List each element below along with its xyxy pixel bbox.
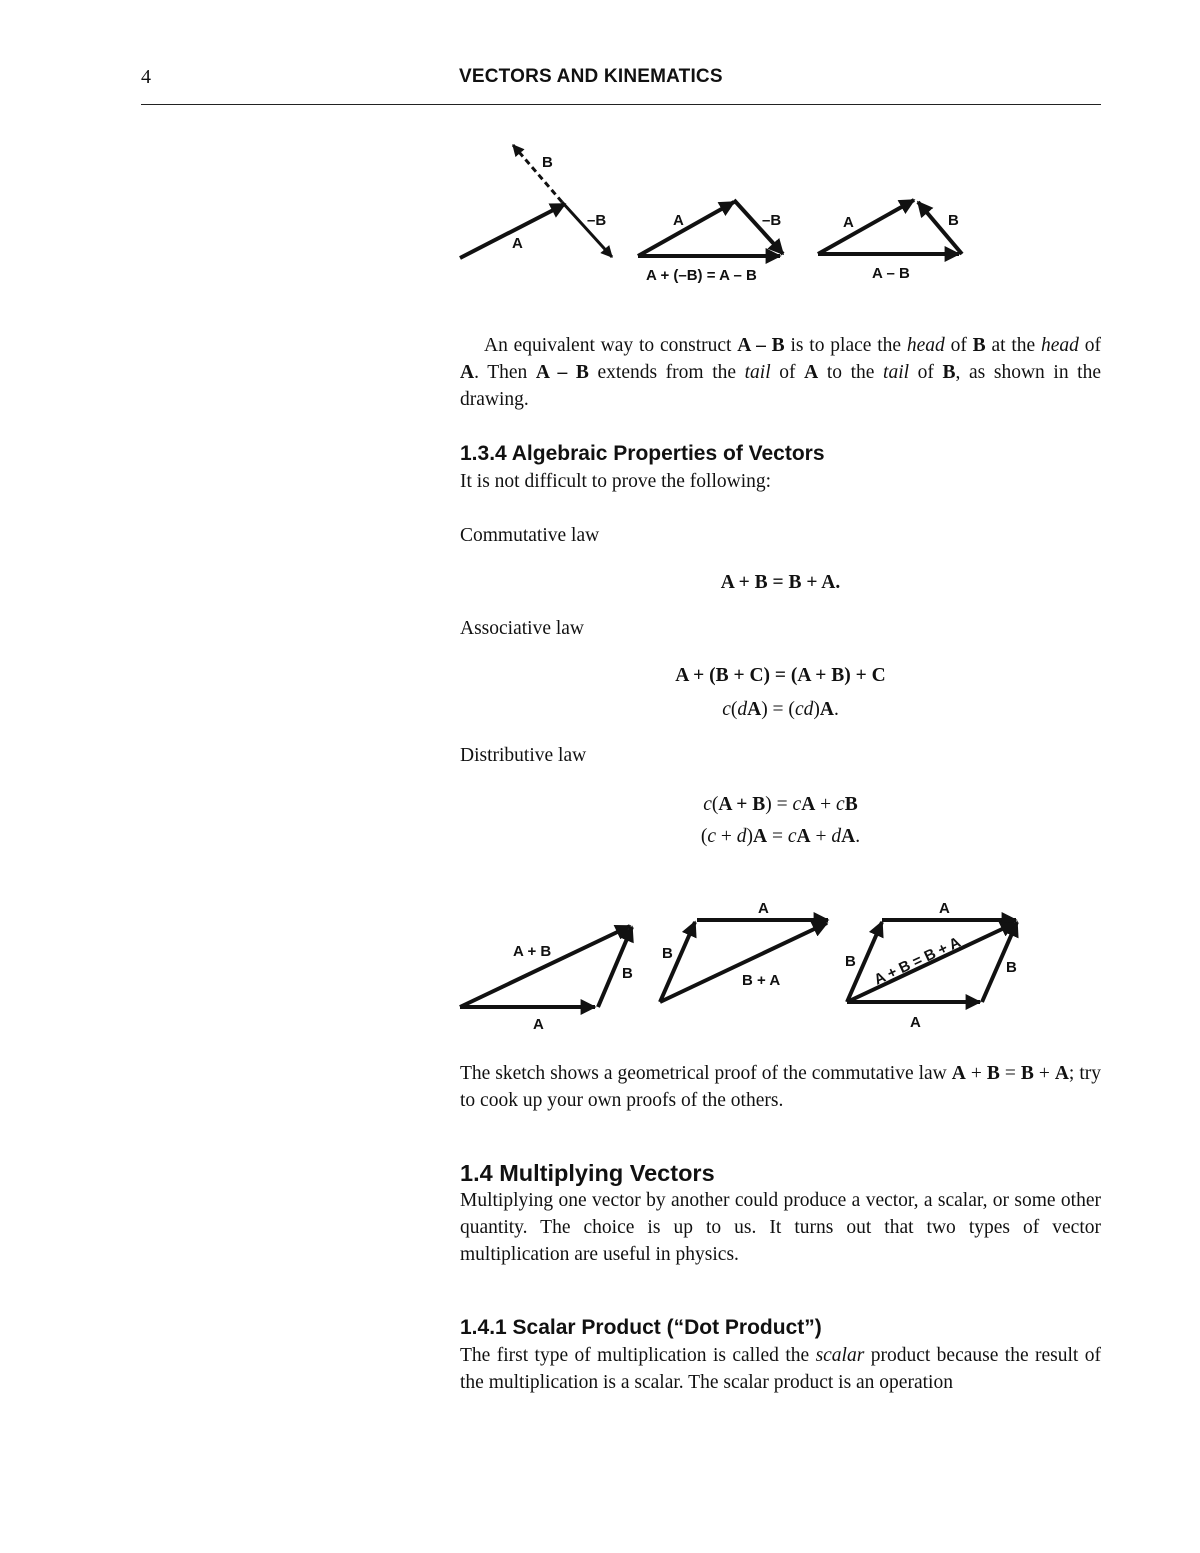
- label-b-dashed: B: [542, 154, 553, 171]
- mid-vector-sum: [660, 923, 827, 1002]
- left-label-sum: A + B: [513, 943, 552, 960]
- label-a-1: A: [512, 235, 523, 252]
- section-heading-1-3-4: 1.3.4 Algebraic Properties of Vectors: [460, 442, 825, 465]
- commutative-law-label: Commutative law: [460, 525, 600, 546]
- page-number: 4: [141, 66, 151, 88]
- mid-label-b: B: [662, 945, 673, 962]
- right-label-b-left: B: [845, 953, 856, 970]
- label-neg-b-1: –B: [587, 212, 607, 229]
- mid-label-a: A: [758, 900, 769, 917]
- associative-equation-1: A + (B + C) = (A + B) + C: [675, 665, 886, 686]
- vector-b-dashed: [513, 145, 562, 202]
- section-heading-1-4: 1.4 Multiplying Vectors: [460, 1160, 715, 1186]
- right-label-a-top: A: [939, 900, 950, 917]
- vector-neg-b-1: [562, 202, 612, 257]
- section-1-4: [460, 1160, 1101, 1268]
- associative-law-label: Associative law: [460, 618, 585, 639]
- figure-commutative-proof: [450, 892, 1030, 1042]
- label-neg-b-2: –B: [762, 212, 782, 229]
- para-sketch: The sketch shows a geometrical proof of the commutative law A + B = B + A; try to cook up your own proofs of the others.: [460, 1063, 1101, 1111]
- left-label-b: B: [622, 965, 633, 982]
- page-header: [141, 62, 1101, 102]
- right-label-b-right: B: [1006, 959, 1017, 976]
- mid-label-sum: B + A: [742, 972, 781, 989]
- running-title: VECTORS AND KINEMATICS: [459, 66, 723, 87]
- right-label-a-bottom: A: [910, 1014, 921, 1031]
- distributive-law-label: Distributive law: [460, 745, 587, 766]
- right-label-diagonal: A + B = B + A: [871, 933, 964, 989]
- distributive-equation-1: c(A + B) = cA + cB: [703, 794, 858, 815]
- section-intro: It is not difficult to prove the following:: [460, 471, 772, 492]
- figure-vector-subtraction: [440, 130, 1000, 300]
- commutative-equation: A + B = B + A.: [720, 572, 841, 593]
- header-rule: [141, 104, 1101, 105]
- left-label-a: A: [533, 1016, 544, 1033]
- label-a-2: A: [673, 212, 684, 229]
- section-1-4-1: [460, 1316, 1101, 1396]
- section-1-4-body: Multiplying one vector by another could produce a vector, a scalar, or some other quantity. The choice is up to us. It turns out that two types of vector multiplication are useful in physics.: [460, 1190, 1101, 1265]
- label-diff-3: A – B: [872, 265, 910, 282]
- vector-a-3: [818, 200, 914, 254]
- section-1-4-1-body: The first type of multiplication is called the scalar product because the result of the multiplication is a scalar. The scalar product is an operation: [460, 1345, 1101, 1393]
- para-subtraction: An equivalent way to construct A – B is to place the head of B at the head of A. Then A – B extends from the tail of A to the tail of B, as shown in the drawing.: [460, 335, 1101, 410]
- section-1-3-4: [460, 442, 1101, 495]
- distributive-equation-2: (c + d)A = cA + dA.: [700, 826, 861, 847]
- label-sum-2: A + (–B) = A – B: [646, 267, 757, 284]
- vector-a-2: [638, 202, 734, 256]
- associative-equation-2: c(dA) = (cd)A.: [722, 699, 839, 720]
- section-heading-1-4-1: 1.4.1 Scalar Product (“Dot Product”): [460, 1316, 822, 1339]
- label-a-3: A: [843, 214, 854, 231]
- label-b-3: B: [948, 212, 959, 229]
